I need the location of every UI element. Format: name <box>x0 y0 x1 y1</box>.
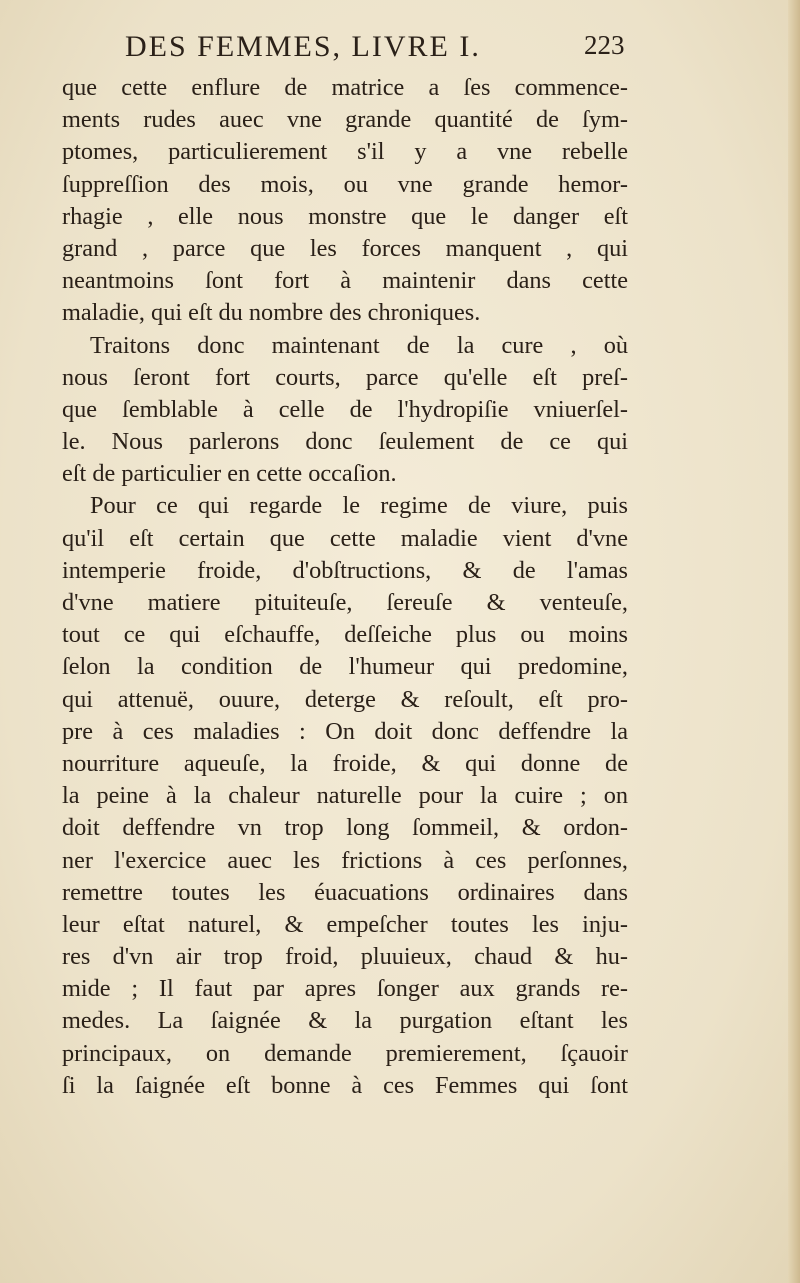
text-line: remettre toutes les éuacuations ordinaires dans <box>62 878 628 906</box>
text-line: ptomes, particulierement s'il y a vne rebelle <box>62 138 628 166</box>
text-line: Pour ce qui regarde le regime de viure, puis <box>90 492 628 520</box>
text-line: que cette enflure de matrice a ſes commence- <box>62 74 628 101</box>
page-header <box>0 30 800 70</box>
text-line: neantmoins ſont fort à maintenir dans cette <box>62 267 628 295</box>
text-line: ner l'exercice auec les frictions à ces perſonnes, <box>62 846 628 874</box>
text-line: mide ; Il faut par apres ſonger aux grands re- <box>62 975 628 1003</box>
text-line: principaux, on demande premierement, ſçauoir <box>62 1039 628 1067</box>
text-line: nourriture aqueuſe, la froide, & qui donne de <box>62 749 628 777</box>
body-text <box>62 72 628 1102</box>
text-line: qui attenuë, ouure, deterge & reſoult, eſt pro- <box>62 685 628 713</box>
text-line: qu'il eſt certain que cette maladie vient d'vne <box>62 524 628 552</box>
text-line: nous ſeront fort courts, parce qu'elle eſt preſ- <box>62 363 628 391</box>
text-line: leur eſtat naturel, & empeſcher toutes les inju- <box>62 910 628 938</box>
page-number: 223 <box>584 30 625 60</box>
text-line: que ſemblable à celle de l'hydropiſie vniuerſel- <box>62 395 628 423</box>
text-line: le. Nous parlerons donc ſeulement de ce qui <box>62 428 628 456</box>
text-line: rhagie , elle nous monstre que le danger eſt <box>62 202 628 230</box>
text-line: ſelon la condition de l'humeur qui predomine, <box>62 653 628 681</box>
text-line: ſi la ſaignée eſt bonne à ces Femmes qui ſont <box>62 1071 628 1099</box>
text-line: doit deffendre vn trop long ſommeil, & ordon- <box>62 814 628 842</box>
running-head: DES FEMMES, LIVRE I. <box>125 30 481 63</box>
text-line: ſuppreſſion des mois, ou vne grande hemor- <box>62 170 628 198</box>
text-line: tout ce qui eſchauffe, deſſeiche plus ou moins <box>62 621 628 649</box>
text-line: ments rudes auec vne grande quantité de ſym- <box>62 106 628 134</box>
text-line: Traitons donc maintenant de la cure , où <box>90 331 628 359</box>
text-line: intemperie froide, d'obſtructions, & de l'amas <box>62 556 628 584</box>
text-line: eſt de particulier en cette occaſion. <box>62 460 397 488</box>
text-line: la peine à la chaleur naturelle pour la cuire ; on <box>62 782 628 810</box>
text-line: pre à ces maladies : On doit donc deffendre la <box>62 717 628 745</box>
text-line: maladie, qui eſt du nombre des chroniques. <box>62 299 481 327</box>
text-line: grand , parce que les forces manquent , qui <box>62 234 628 262</box>
text-line: medes. La ſaignée & la purgation eſtant les <box>62 1007 628 1035</box>
text-line: d'vne matiere pituiteuſe, ſereuſe & venteuſe, <box>62 589 628 616</box>
text-line: res d'vn air trop froid, pluuieux, chaud & hu- <box>62 943 628 971</box>
